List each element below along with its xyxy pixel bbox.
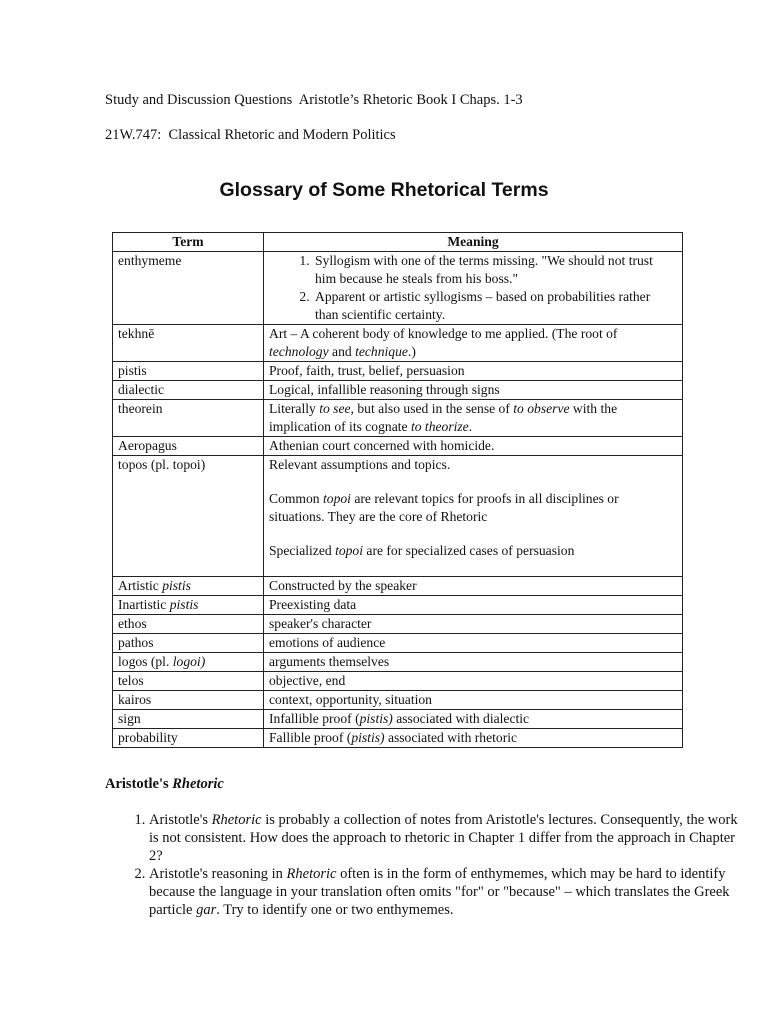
meaning-cell: [264, 325, 683, 362]
term-cell: ethos: [113, 615, 264, 634]
term-cell: [113, 653, 264, 672]
term-cell: enthymeme: [113, 252, 264, 325]
list-item: 1. Syllogism with one of the terms missing. "We should not trust him because he steals from his boss.": [313, 252, 677, 288]
meaning-cell: Preexisting data: [264, 596, 683, 615]
table-row: [113, 634, 683, 653]
table-row: [113, 400, 683, 437]
meaning-text: associated with rhetoric: [384, 730, 518, 745]
meaning-italic: to see: [319, 401, 351, 416]
meaning-cell: Proof, faith, trust, belief, persuasion: [264, 362, 683, 381]
meaning-cell: emotions of audience: [264, 634, 683, 653]
term-italic: pistis: [162, 578, 191, 593]
meaning-text: are for specialized cases of persuasion: [363, 543, 575, 558]
meaning-text: Literally: [269, 401, 320, 416]
table-row: [113, 729, 683, 748]
meaning-italic: technique: [355, 344, 408, 359]
term-italic: logoi): [172, 654, 206, 669]
table-row: [113, 672, 683, 691]
term-cell: Aeropagus: [113, 437, 264, 456]
table-row: [113, 577, 683, 596]
table-row: [113, 710, 683, 729]
table-row: [113, 596, 683, 615]
meaning-paragraph: Relevant assumptions and topics.: [269, 457, 451, 472]
question-text: often is in the form of enthymemes, which may be hard to identify because the language in your translation often omits "for" or "because" – which translates the Greek particle: [149, 866, 730, 918]
table-row: [113, 252, 683, 325]
term-cell: pistis: [113, 362, 264, 381]
question-text: Aristotle's reasoning in: [149, 866, 287, 882]
table-row: [113, 456, 683, 577]
page-title: Glossary of Some Rhetorical Terms: [219, 179, 549, 201]
meaning-italic: pistis): [359, 711, 393, 726]
term-cell: [113, 596, 264, 615]
meaning-cell: Constructed by the speaker: [264, 577, 683, 596]
term-cell: tekhnē: [113, 325, 264, 362]
term-cell: kairos: [113, 691, 264, 710]
table-row: [113, 653, 683, 672]
meaning-text: Fallible proof (: [269, 730, 352, 745]
meaning-cell: objective, end: [264, 672, 683, 691]
term-cell: probability: [113, 729, 264, 748]
term-text: logos (pl.: [118, 654, 173, 669]
meaning-italic: to observe: [513, 401, 570, 416]
list-item: 2. Apparent or artistic syllogisms – based on probabilities rather than scientific certainty.: [313, 288, 677, 324]
term-cell: pathos: [113, 634, 264, 653]
meaning-cell: [264, 710, 683, 729]
table-row: [113, 325, 683, 362]
meaning-italic: pistis): [351, 730, 385, 745]
question-text: is probably a collection of notes from Aristotle's lectures. Consequently, the work is not consistent. How does the approach to rhetoric in Chapter 1 differ from the approach in Chapter 2?: [149, 812, 738, 864]
meaning-list: [269, 252, 677, 324]
meaning-text: Art – A coherent body of knowledge to me applied. (The root of: [269, 326, 618, 341]
question-italic: Rhetoric: [211, 812, 262, 828]
meaning-cell: [264, 252, 683, 325]
question-italic: gar: [196, 902, 217, 918]
meaning-paragraph: [269, 542, 677, 560]
table-row: [113, 381, 683, 400]
term-cell: sign: [113, 710, 264, 729]
column-header-term: Term: [113, 233, 264, 252]
meaning-text: Common: [269, 491, 324, 506]
term-cell: dialectic: [113, 381, 264, 400]
meaning-text: Specialized: [269, 543, 336, 558]
term-cell: theorein: [113, 400, 264, 437]
meaning-paragraph: [269, 490, 677, 526]
meaning-cell: Athenian court concerned with homicide.: [264, 437, 683, 456]
question-item: [149, 811, 749, 865]
question-item: [149, 865, 749, 919]
question-list: [105, 811, 749, 919]
meaning-text: are relevant topics for proofs in all disciplines or situations. They are the core of Rhetoric: [269, 491, 619, 524]
section-heading-italic: Rhetoric: [172, 776, 224, 792]
meaning-text: Infallible proof (: [269, 711, 360, 726]
meaning-text: with the implication of its cognate: [269, 401, 618, 434]
meaning-cell: speaker's character: [264, 615, 683, 634]
term-cell: [113, 577, 264, 596]
meaning-cell: [264, 729, 683, 748]
section-heading: [105, 776, 224, 793]
question-italic: Rhetoric: [286, 866, 337, 882]
term-italic: pistis: [169, 597, 199, 612]
meaning-cell: [264, 400, 683, 437]
table-header-row: [113, 233, 683, 252]
table-row: [113, 362, 683, 381]
meaning-text: associated with dialectic: [392, 711, 530, 726]
header-line-course-title: 21W.747: Classical Rhetoric and Modern Politics: [105, 127, 396, 143]
meaning-cell: context, opportunity, situation: [264, 691, 683, 710]
table-row: [113, 691, 683, 710]
meaning-text: .): [407, 344, 416, 359]
column-header-meaning: Meaning: [264, 233, 683, 252]
meaning-italic: technology: [269, 344, 329, 359]
meaning-cell: [264, 456, 683, 577]
meaning-italic: topoi: [335, 543, 364, 558]
meaning-text: .: [468, 419, 473, 434]
table-row: [113, 437, 683, 456]
glossary-table: [112, 232, 683, 748]
table-row: [113, 615, 683, 634]
term-text: Inartistic: [118, 597, 170, 612]
term-cell: topos (pl. topoi): [113, 456, 264, 577]
meaning-italic: topoi: [323, 491, 351, 506]
meaning-text: and: [328, 344, 356, 359]
meaning-cell: Logical, infallible reasoning through signs: [264, 381, 683, 400]
meaning-cell: arguments themselves: [264, 653, 683, 672]
question-text: . Try to identify one or two enthymemes.: [216, 902, 454, 918]
meaning-text: , but also used in the sense of: [350, 401, 514, 416]
meaning-italic: to theorize: [410, 419, 469, 434]
term-cell: telos: [113, 672, 264, 691]
question-text: Aristotle's: [149, 812, 212, 828]
section-heading-text: Aristotle's: [105, 776, 173, 792]
header-line-course-questions: Study and Discussion Questions Aristotle’s Rhetoric Book I Chaps. 1-3: [105, 92, 523, 108]
term-text: Artistic: [118, 578, 163, 593]
